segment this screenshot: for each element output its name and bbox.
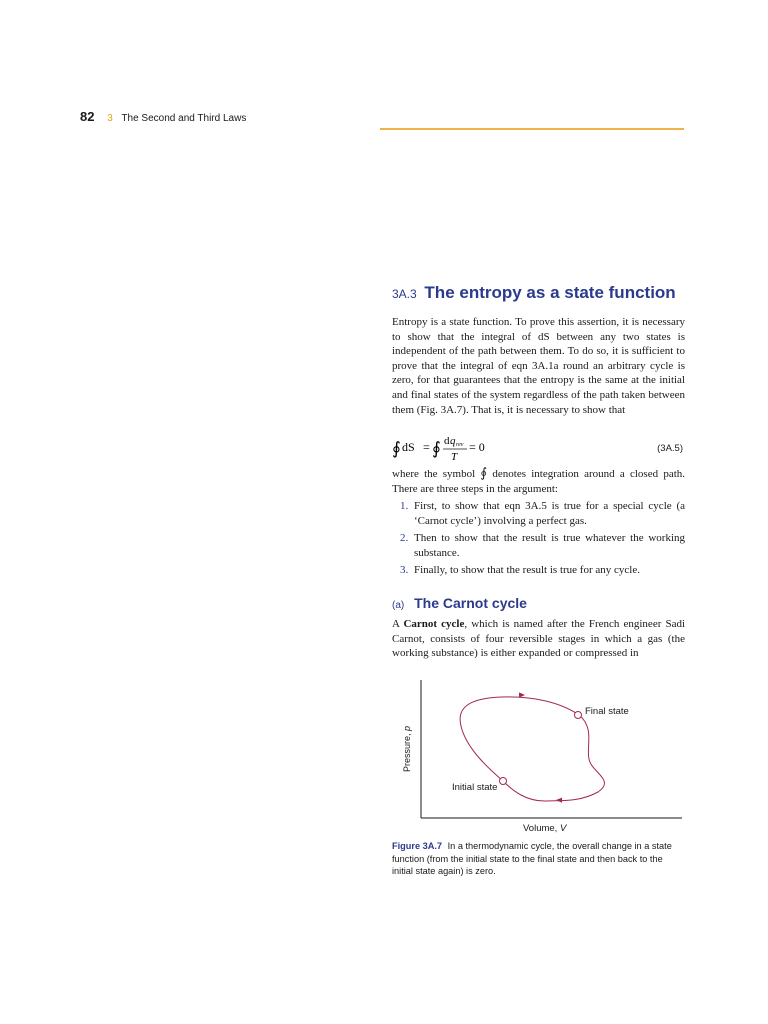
final-state-label: Final state xyxy=(585,706,629,717)
figure-caption xyxy=(392,840,685,878)
paragraph-carnot xyxy=(392,617,685,661)
subsection-heading xyxy=(392,594,685,615)
list-number: 1. xyxy=(400,500,409,512)
numerator-subscript: rev xyxy=(456,442,464,448)
list-item xyxy=(392,563,685,578)
final-state-marker xyxy=(575,712,582,719)
header-rule xyxy=(380,128,684,130)
cycle-diagram xyxy=(392,672,692,840)
x-axis-label-text: Volume, xyxy=(523,823,560,834)
y-axis-label xyxy=(402,726,412,772)
section-number: 3A.3 xyxy=(392,287,417,301)
subsection-title: The Carnot cycle xyxy=(414,595,527,611)
oint-symbol-inline: ∮ xyxy=(480,465,488,480)
steps-list xyxy=(392,499,685,581)
equals-sign: = xyxy=(423,440,430,454)
equation-3a5 xyxy=(392,433,685,465)
paragraph-symbol xyxy=(392,466,685,496)
paragraph-intro: Entropy is a state function. To prove this assertion, it is necessary to show that the integral of dS between any two states is independent of the path between them. To do so, it is sufficient to prove that the integral of eqn 3A.1a round an arbitrary cycle is zero, for that guarantees that the entropy is the same at the initial and final states of the system regardless of the path taken between them (Fig. 3A.7). That is, it is necessary to show that xyxy=(392,316,685,416)
list-item-text: Then to show that the result is true whatever the working substance. xyxy=(414,532,685,559)
initial-state-marker xyxy=(500,778,507,785)
paragraph-carnot-rest: , which is named after the French engineer Sadi Carnot, consists of four reversible stages in which a gas (the working substance) is either expanded or compressed in xyxy=(392,618,686,660)
list-item xyxy=(392,499,685,528)
figure-3a7 xyxy=(392,672,692,840)
chapter-number: 3 xyxy=(107,113,113,124)
list-item xyxy=(392,531,685,560)
subsection-label: (a) xyxy=(392,600,405,611)
paragraph-carnot-start: A xyxy=(392,618,400,630)
list-item-text: First, to show that eqn 3A.5 is true for a special cycle (a ‘Carnot cycle’) involving a perfect gas. xyxy=(414,500,685,527)
page-number: 82 xyxy=(80,109,95,124)
running-header xyxy=(80,110,246,126)
paragraph-symbol-after: denotes integration around a closed path. There are three steps in the argument: xyxy=(392,468,686,495)
x-axis-variable: V xyxy=(559,823,567,834)
equation-rhs: = 0 xyxy=(469,440,485,454)
arrow-bottom xyxy=(556,798,562,803)
oint-symbol-2: ∮ xyxy=(432,439,441,458)
section-heading xyxy=(392,282,685,305)
x-axis-label xyxy=(523,823,568,834)
list-item-text: Finally, to show that the result is true for any cycle. xyxy=(414,564,640,577)
numerator-d: d xyxy=(444,435,450,447)
list-number: 3. xyxy=(400,564,409,577)
figure-caption-text: In a thermodynamic cycle, the overall change in a state function (from the initial state to the final state and then back to the initial state again) is zero. xyxy=(392,841,672,877)
denominator-t: T xyxy=(451,451,458,463)
oint-symbol-1: ∮ xyxy=(392,439,401,458)
equation-number: (3A.5) xyxy=(657,443,683,454)
y-axis-label-text: Pressure, xyxy=(402,730,412,772)
y-axis-variable: p xyxy=(402,725,412,731)
list-number: 2. xyxy=(400,532,409,545)
chapter-title: The Second and Third Laws xyxy=(121,113,247,124)
numerator-q: q xyxy=(450,435,456,447)
section-title: The entropy as a state function xyxy=(424,283,676,302)
figure-label: Figure 3A.7 xyxy=(392,841,443,851)
carnot-cycle-term: Carnot cycle xyxy=(403,618,465,630)
equation-formula xyxy=(392,433,592,465)
ds-term: dS xyxy=(402,440,415,454)
initial-state-label: Initial state xyxy=(452,782,498,793)
paragraph-symbol-before: where the symbol xyxy=(392,468,476,480)
